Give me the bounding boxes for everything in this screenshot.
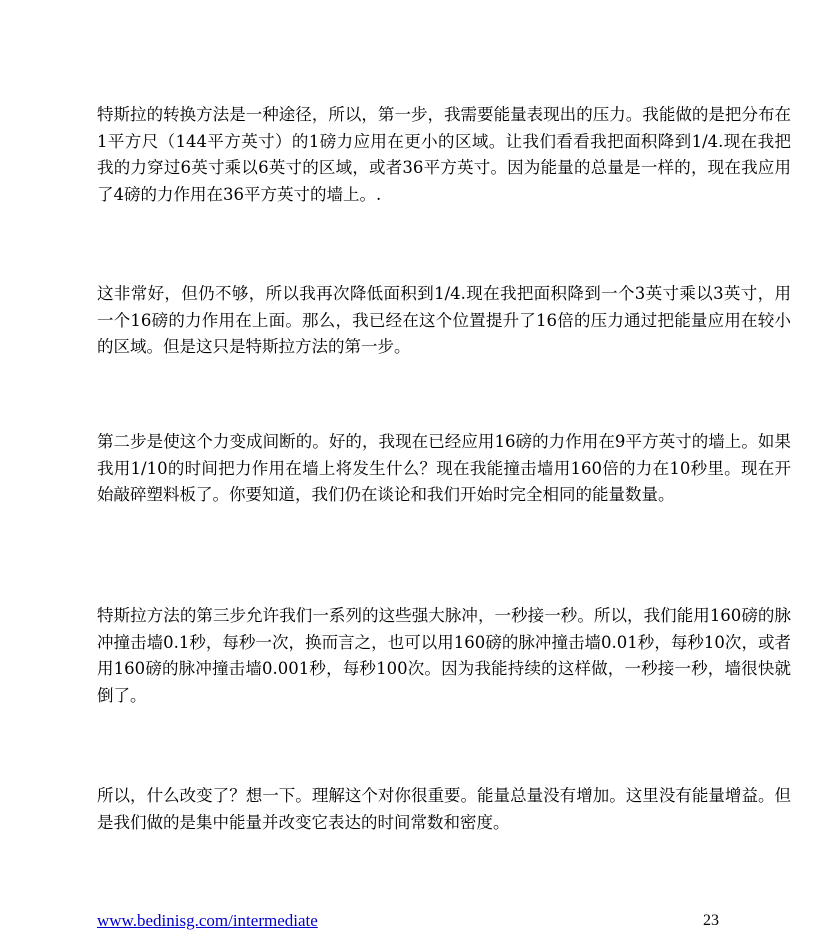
paragraph-4: 特斯拉方法的第三步允许我们一系列的这些强大脉冲，一秒接一秒。所以，我们能用160磅的脉冲撞击墙0.1秒，每秒一次，换而言之，也可以用160磅的脉冲撞击墙0.01秒，每秒10次，或者用160磅的脉冲撞击墙0.001秒，每秒100次。因为我能持续的这样做，一秒接一秒，墙很快就倒了。 [97,606,791,705]
paragraph-1: 特斯拉的转换方法是一种途径，所以，第一步，我需要能量表现出的压力。我能做的是把分布在1平方尺（144平方英寸）的1磅力应用在更小的区域。让我们看看我把面积降到1/4.现在我把我的力穿过6英寸乘以6英寸的区域，或者36平方英寸。因为能量的总量是一样的，现在我应用了4磅的力作用在36平方英寸的墙上。. [97,105,791,204]
footer-website-link[interactable]: www.bedinisg.com/intermediate [97,911,318,930]
paragraph-5: 所以，什么改变了？想一下。理解这个对你很重要。能量总量没有增加。这里没有能量增益。但是我们做的是集中能量并改变它表达的时间常数和密度。 [97,786,791,832]
paragraph-2: 这非常好，但仍不够，所以我再次降低面积到1/4.现在我把面积降到一个3英寸乘以3英寸，用一个16磅的力作用在上面。那么，我已经在这个位置提升了16倍的压力通过把能量应用在较小的区域。但是这只是特斯拉方法的第一步。 [97,284,791,356]
paragraph-3: 第二步是使这个力变成间断的。好的，我现在已经应用16磅的力作用在9平方英寸的墙上。如果我用1/10的时间把力作用在墙上将发生什么？现在我能撞击墙用160倍的力在10秒里。现在开始敲碎塑料板了。你要知道，我们仍在谈论和我们开始时完全相同的能量数量。 [97,432,791,504]
page-number: 23 [703,912,719,929]
